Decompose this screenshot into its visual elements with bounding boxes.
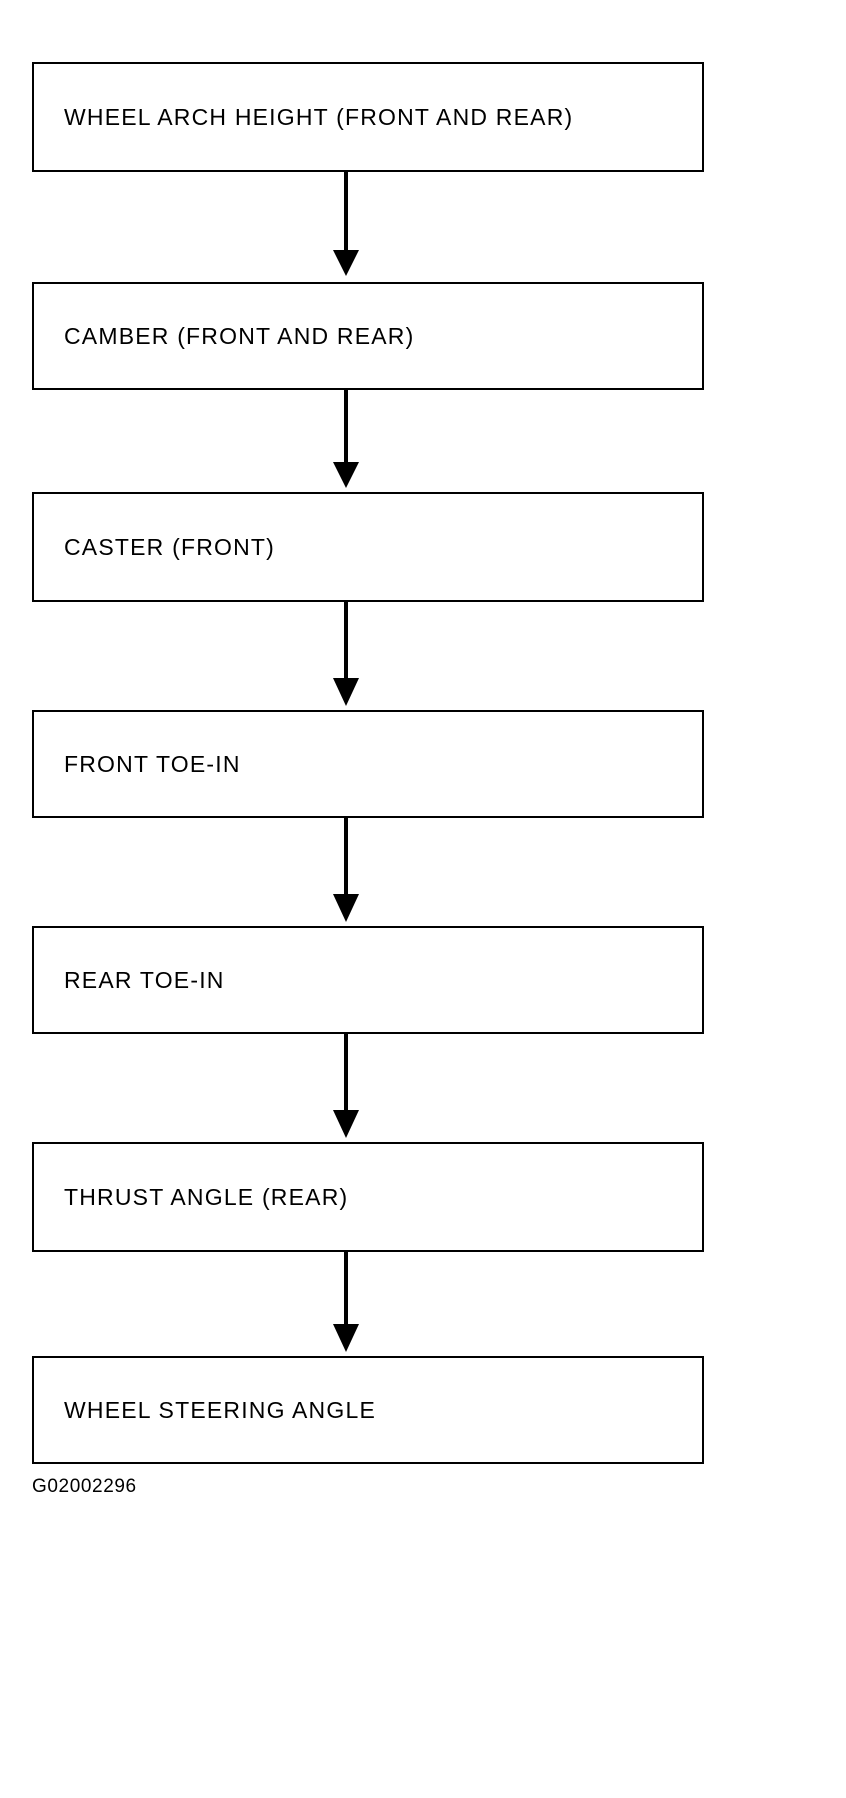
- flow-arrow-6: [0, 1252, 846, 1356]
- flow-arrow-2: [0, 390, 846, 492]
- flow-step-label: WHEEL ARCH HEIGHT (FRONT AND REAR): [64, 103, 574, 130]
- flow-step-label: FRONT TOE-IN: [64, 750, 241, 777]
- flow-step-label: REAR TOE-IN: [64, 966, 225, 993]
- flow-arrow-1: [0, 172, 846, 282]
- flow-step-label: CASTER (FRONT): [64, 533, 276, 560]
- figure-caption: G02002296: [32, 1476, 137, 1497]
- flow-arrow-3: [0, 602, 846, 710]
- flow-step-box: [32, 282, 704, 390]
- flow-step-box: [32, 1142, 704, 1252]
- flow-step-label: CAMBER (FRONT AND REAR): [64, 322, 415, 349]
- flow-step-box: [32, 1356, 704, 1464]
- flow-step-label: WHEEL STEERING ANGLE: [64, 1396, 376, 1423]
- flow-step-box: [32, 710, 704, 818]
- flow-step-box: [32, 62, 704, 172]
- flow-step-box: [32, 926, 704, 1034]
- flow-arrow-5: [0, 1034, 846, 1142]
- flow-step-label: THRUST ANGLE (REAR): [64, 1183, 349, 1210]
- flow-step-box: [32, 492, 704, 602]
- flow-arrow-4: [0, 818, 846, 926]
